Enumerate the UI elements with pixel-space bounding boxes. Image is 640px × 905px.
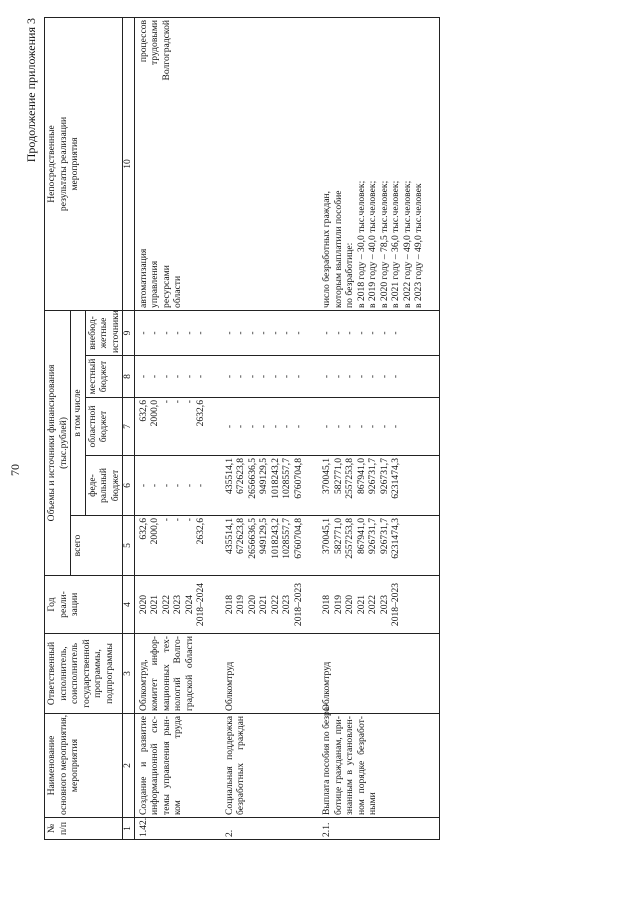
col-number: 8 bbox=[123, 356, 135, 398]
continuation-label: Продолжение приложения 3 bbox=[24, 18, 38, 163]
text-line: 2023 bbox=[281, 594, 293, 615]
text-line: 2632,6 bbox=[195, 400, 207, 427]
header-funding bbox=[45, 310, 71, 575]
text-line: - bbox=[235, 374, 247, 379]
text-line: число безработных граждан, bbox=[321, 190, 333, 308]
header-extra bbox=[85, 310, 123, 355]
table-header bbox=[45, 17, 135, 839]
text-line: 6231474,3 bbox=[390, 458, 402, 499]
text-line: управления трудовыми bbox=[149, 19, 161, 308]
header-regional bbox=[85, 398, 123, 456]
text-line: 867941,0 bbox=[355, 518, 367, 554]
row-number bbox=[318, 818, 439, 840]
text-line: - bbox=[172, 483, 184, 488]
text-line: 1028557,7 bbox=[281, 458, 293, 499]
text-line: - bbox=[292, 331, 304, 335]
text-line: 2020 bbox=[246, 594, 258, 615]
text-line: (тыс.рублей) bbox=[57, 417, 69, 469]
table-row bbox=[134, 17, 221, 839]
text-line: результаты реализации bbox=[57, 116, 69, 212]
total-amount bbox=[134, 516, 221, 576]
text-line: 435514,1 bbox=[223, 458, 235, 494]
text-line: всего bbox=[72, 534, 83, 557]
header-executor bbox=[45, 634, 123, 714]
text-line: 2.1. bbox=[321, 822, 333, 837]
text-line: 2023 bbox=[172, 594, 184, 615]
text-line: 6760704,8 bbox=[292, 518, 304, 559]
header-year bbox=[45, 576, 123, 634]
text-line: - bbox=[390, 331, 402, 335]
text-line: государственной bbox=[80, 639, 92, 708]
col-number: 10 bbox=[123, 17, 135, 310]
result-text bbox=[318, 17, 439, 310]
text-line: 2019 bbox=[332, 594, 344, 615]
result-text bbox=[221, 17, 319, 310]
text-line: знанным в установлен- bbox=[344, 716, 356, 815]
text-line: 2022 bbox=[269, 594, 281, 615]
text-line: в 2019 году – 40,0 тыс.человек; bbox=[367, 180, 379, 308]
text-line: жетные bbox=[98, 317, 109, 349]
text-line: - bbox=[183, 400, 195, 404]
text-line: 582771,0 bbox=[332, 518, 344, 554]
text-line: - bbox=[160, 483, 172, 488]
text-line: Социальная поддержка bbox=[223, 716, 235, 815]
text-line: 926731,7 bbox=[367, 458, 379, 494]
header-measure-name bbox=[45, 714, 123, 818]
text-line: 2018–2023 bbox=[390, 582, 402, 627]
text-line: - bbox=[246, 331, 258, 335]
text-line: - bbox=[149, 331, 161, 335]
text-line: 582771,0 bbox=[332, 458, 344, 494]
total-amount bbox=[221, 516, 319, 576]
text-line: - bbox=[355, 424, 367, 429]
text-line: по безработице: bbox=[344, 242, 356, 308]
text-line: бюджет bbox=[98, 410, 109, 443]
executor bbox=[318, 634, 439, 714]
text-line: - bbox=[344, 331, 356, 335]
text-line: - bbox=[269, 374, 281, 379]
local-amount bbox=[318, 356, 439, 398]
text-line: 2020 bbox=[137, 594, 149, 615]
text-line: - bbox=[292, 424, 304, 429]
text-line: темы управления рын- bbox=[160, 716, 172, 815]
text-line: - bbox=[344, 424, 356, 429]
text-line: - bbox=[172, 331, 184, 335]
text-line: зации bbox=[69, 592, 80, 617]
text-line: источники bbox=[109, 310, 121, 353]
text-line: 926731,7 bbox=[378, 518, 390, 554]
text-line: 949129,5 bbox=[258, 458, 270, 494]
text-line: 2018 bbox=[321, 594, 333, 615]
text-line: области bbox=[172, 275, 184, 308]
text-line: - bbox=[258, 424, 270, 429]
text-line: - bbox=[160, 374, 172, 379]
text-line: 926731,7 bbox=[367, 518, 379, 554]
text-line: ными bbox=[367, 792, 379, 815]
text-line: - bbox=[183, 331, 195, 335]
text-line: 2018 bbox=[223, 594, 235, 615]
text-line: - bbox=[367, 374, 379, 379]
text-line: - bbox=[355, 374, 367, 379]
text-line: 370045,1 bbox=[321, 458, 333, 494]
text-line: мероприятия bbox=[69, 738, 80, 793]
federal-amount bbox=[318, 456, 439, 516]
text-line: 2557253,8 bbox=[344, 518, 356, 559]
text-line: - bbox=[344, 374, 356, 379]
text-line: Создание и развитие bbox=[137, 716, 149, 815]
regional-amount bbox=[221, 398, 319, 456]
text-line: Объемы и источники финансирования bbox=[46, 364, 57, 522]
text-line: 949129,5 bbox=[258, 518, 270, 554]
text-line: - bbox=[183, 483, 195, 488]
text-line: реали- bbox=[57, 591, 69, 618]
header-federal bbox=[85, 456, 123, 516]
extra-amount bbox=[134, 310, 221, 355]
text-line: 867941,0 bbox=[355, 458, 367, 494]
text-line: Наименование bbox=[46, 735, 57, 796]
text-line: 2021 bbox=[149, 594, 161, 615]
text-line: - bbox=[172, 518, 184, 522]
text-line: - bbox=[281, 331, 293, 335]
col-number: 6 bbox=[123, 456, 135, 516]
col-number: 9 bbox=[123, 310, 135, 355]
text-line: 926731,7 bbox=[378, 458, 390, 494]
col-number: 1 bbox=[123, 818, 135, 840]
local-amount bbox=[221, 356, 319, 398]
text-line: - bbox=[149, 374, 161, 379]
text-line: - bbox=[367, 424, 379, 429]
federal-amount bbox=[134, 456, 221, 516]
text-line: - bbox=[258, 331, 270, 335]
column-number-row bbox=[123, 17, 135, 839]
text-line: исполнитель, bbox=[57, 646, 69, 701]
text-line: - bbox=[223, 374, 235, 379]
text-line: - bbox=[235, 424, 247, 429]
text-line: - bbox=[332, 424, 344, 429]
text-line: Выплата пособия по безра- bbox=[321, 703, 333, 815]
row-number bbox=[221, 818, 319, 840]
text-line: - bbox=[390, 374, 402, 379]
years bbox=[318, 576, 439, 634]
text-line: 672623,8 bbox=[235, 458, 247, 494]
text-line: 2632,6 bbox=[195, 518, 207, 545]
text-line: внебюд- bbox=[86, 316, 98, 350]
text-line: местный bbox=[86, 358, 98, 395]
text-line: Непосредственные bbox=[46, 125, 57, 203]
text-line: - bbox=[332, 331, 344, 335]
text-line: 2000,0 bbox=[149, 518, 161, 545]
text-line: информационной сис- bbox=[149, 716, 161, 815]
executor bbox=[134, 634, 221, 714]
measure-name bbox=[318, 703, 439, 818]
text-line: бюджет bbox=[98, 360, 109, 393]
text-line: мационных тех- bbox=[160, 636, 172, 711]
text-line: - bbox=[332, 374, 344, 379]
text-line: - bbox=[160, 518, 172, 522]
total-amount bbox=[318, 516, 439, 576]
text-line: 1018243,2 bbox=[269, 518, 281, 559]
text-line: п/п bbox=[57, 822, 69, 835]
text-line: 1028557,7 bbox=[281, 518, 293, 559]
text-line: 370045,1 bbox=[321, 518, 333, 554]
text-line: - bbox=[367, 331, 379, 335]
col-number: 2 bbox=[123, 714, 135, 818]
text-line: - bbox=[258, 374, 270, 379]
page-number: 70 bbox=[8, 464, 22, 476]
col-number: 7 bbox=[123, 398, 135, 456]
text-line: 2000,0 bbox=[149, 400, 161, 427]
text-line: 2022 bbox=[160, 594, 172, 615]
text-line: нологий Волго- bbox=[172, 636, 184, 711]
row-number bbox=[134, 818, 221, 840]
text-line: - bbox=[223, 331, 235, 335]
extra-amount bbox=[318, 310, 439, 355]
text-line: - bbox=[172, 374, 184, 379]
text-line: - bbox=[195, 483, 207, 488]
text-line: автоматизация процессов bbox=[137, 19, 149, 308]
text-line: безработных граждан bbox=[235, 716, 247, 815]
text-line: - bbox=[160, 400, 172, 404]
text-line: Ответственный bbox=[46, 641, 57, 706]
header-local bbox=[85, 356, 123, 398]
text-line: - bbox=[160, 331, 172, 335]
text-line: 2557253,8 bbox=[344, 458, 356, 499]
text-line: - bbox=[321, 424, 333, 429]
text-line: - bbox=[195, 374, 207, 379]
text-line: 2656636,5 bbox=[246, 518, 258, 559]
text-line: - bbox=[195, 331, 207, 335]
text-line: - bbox=[246, 374, 258, 379]
text-line: 2. bbox=[223, 829, 235, 837]
col-number: 5 bbox=[123, 516, 135, 576]
text-line: в 2021 году – 36,0 тыс.человек; bbox=[390, 180, 402, 308]
text-line: ресурсами Волгоградской bbox=[160, 19, 172, 308]
header-including bbox=[71, 310, 86, 515]
table-row bbox=[221, 17, 319, 839]
text-line: 2018–2024 bbox=[195, 582, 207, 627]
text-line: бюджет bbox=[109, 469, 121, 502]
text-line: 2021 bbox=[355, 594, 367, 615]
text-line: - bbox=[149, 483, 161, 488]
text-line: - bbox=[172, 400, 184, 404]
text-line: ком труда bbox=[172, 716, 184, 815]
text-line: Облкомтруд bbox=[223, 661, 235, 711]
text-line: - bbox=[281, 374, 293, 379]
header-results bbox=[45, 17, 123, 310]
years bbox=[134, 576, 221, 634]
measure-name bbox=[134, 714, 221, 818]
text-line: подпрограммы bbox=[103, 643, 115, 704]
col-number: 4 bbox=[123, 576, 135, 634]
text-line: ботице гражданам, при- bbox=[332, 716, 344, 815]
text-line: - bbox=[269, 424, 281, 429]
text-line: - bbox=[246, 424, 258, 429]
header-total bbox=[71, 516, 123, 576]
text-line: мероприятия bbox=[69, 137, 80, 191]
text-line: которым выплатили пособие bbox=[332, 190, 344, 308]
text-line: - bbox=[183, 518, 195, 522]
text-line: 2020 bbox=[344, 594, 356, 615]
text-line: - bbox=[137, 331, 149, 335]
text-line: феде- bbox=[86, 474, 98, 497]
text-line: в 2020 году – 78,5 тыс.человек; bbox=[378, 180, 390, 308]
text-line: - bbox=[269, 331, 281, 335]
text-line: в том числе bbox=[72, 389, 83, 437]
col-number: 3 bbox=[123, 634, 135, 714]
text-line: 1018243,2 bbox=[269, 458, 281, 499]
federal-amount bbox=[221, 456, 319, 516]
text-line: 1.42. bbox=[137, 817, 149, 837]
regional-amount bbox=[318, 398, 439, 456]
text-line: № bbox=[46, 823, 57, 834]
text-line: 435514,1 bbox=[223, 518, 235, 554]
table-body bbox=[134, 17, 439, 839]
text-line: в 2023 году – 49,0 тыс.человек bbox=[413, 183, 425, 308]
text-line: 2656636,5 bbox=[246, 458, 258, 499]
extra-amount bbox=[221, 310, 319, 355]
text-line: - bbox=[378, 424, 390, 429]
text-line: - bbox=[378, 331, 390, 335]
text-line: комитет инфор- bbox=[149, 636, 161, 711]
text-line: основного мероприятия, bbox=[57, 714, 69, 815]
regional-amount bbox=[134, 398, 221, 456]
text-line: в 2018 году – 30,0 тыс.человек; bbox=[355, 180, 367, 308]
text-line: 6231474,3 bbox=[390, 518, 402, 559]
table-row bbox=[318, 17, 439, 839]
text-line: Облкомтруд bbox=[321, 661, 333, 711]
text-line: в 2022 году – 49,0 тыс.человек; bbox=[401, 180, 413, 308]
text-line: - bbox=[378, 374, 390, 379]
text-line: Облкомтруд, bbox=[137, 659, 149, 711]
text-line: 632,6 bbox=[137, 400, 149, 422]
years bbox=[221, 576, 319, 634]
text-line: 2019 bbox=[235, 594, 247, 615]
text-line: 6760704,8 bbox=[292, 458, 304, 499]
result-text bbox=[134, 17, 221, 310]
text-line: - bbox=[281, 424, 293, 429]
text-line: 2023 bbox=[378, 594, 390, 615]
text-line: 2018–2023 bbox=[292, 582, 304, 627]
text-line: - bbox=[390, 424, 402, 429]
text-line: - bbox=[321, 374, 333, 379]
header-number bbox=[45, 818, 123, 840]
local-amount bbox=[134, 356, 221, 398]
text-line: - bbox=[137, 483, 149, 488]
text-line: - bbox=[223, 424, 235, 429]
text-line: 2021 bbox=[258, 594, 270, 615]
text-line: - bbox=[183, 374, 195, 379]
financing-table bbox=[44, 17, 440, 840]
text-line: градской области bbox=[183, 636, 195, 711]
text-line: - bbox=[235, 331, 247, 335]
text-line: - bbox=[321, 331, 333, 335]
text-line: областной bbox=[86, 405, 98, 448]
executor bbox=[221, 634, 319, 714]
text-line: ральный bbox=[98, 467, 109, 504]
text-line: 2024 bbox=[183, 594, 195, 615]
text-line: Год bbox=[46, 597, 57, 612]
text-line: - bbox=[355, 331, 367, 335]
text-line: - bbox=[292, 374, 304, 379]
text-line: соисполнитель bbox=[69, 643, 80, 704]
text-line: 632,6 bbox=[137, 518, 149, 540]
text-line: ном порядке безработ- bbox=[355, 716, 367, 815]
measure-name bbox=[221, 714, 319, 818]
text-line: 672623,8 bbox=[235, 518, 247, 554]
text-line: 2022 bbox=[367, 594, 379, 615]
text-line: - bbox=[137, 374, 149, 379]
text-line: программы, bbox=[92, 649, 103, 698]
